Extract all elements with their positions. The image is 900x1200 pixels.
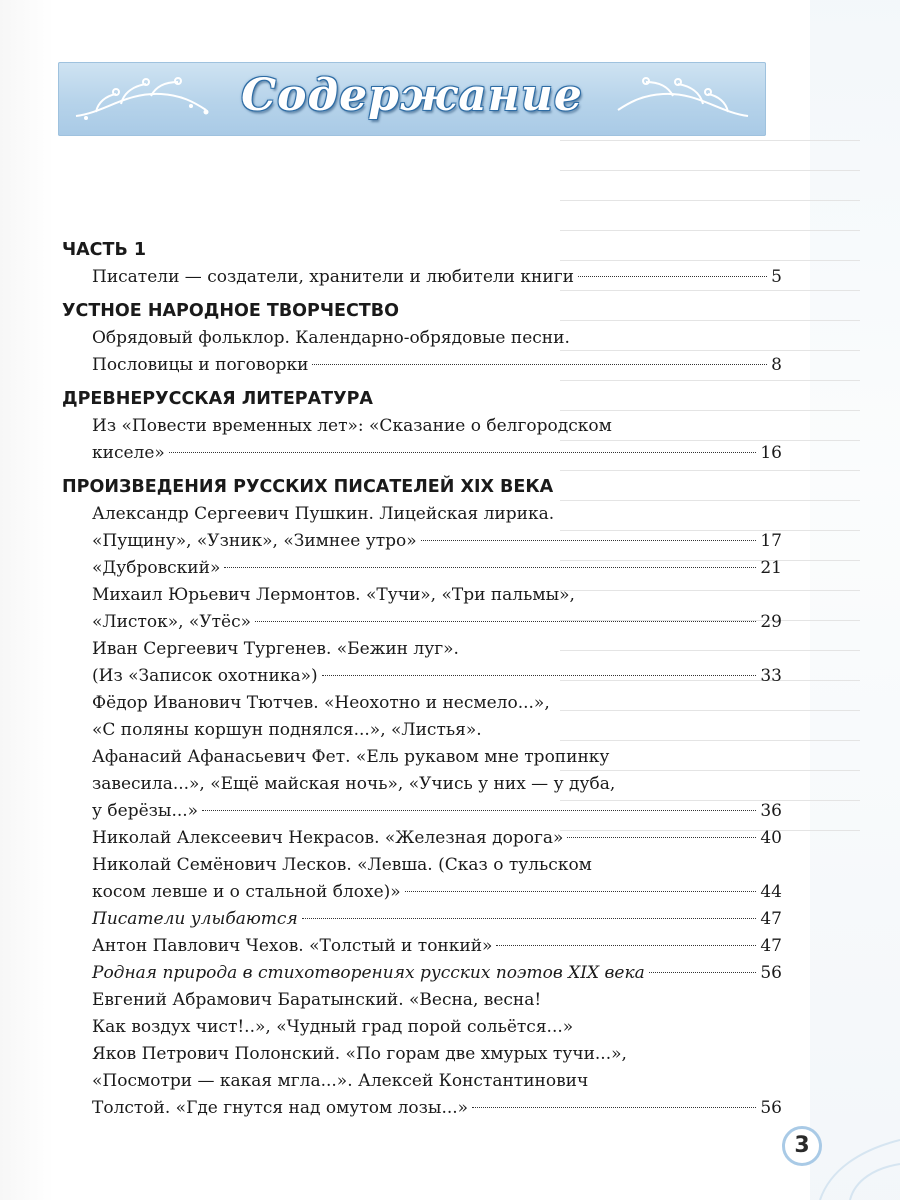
dot-leader — [302, 918, 757, 919]
dot-leader — [421, 540, 757, 541]
section-heading: ПРОИЗВЕДЕНИЯ РУССКИХ ПИСАТЕЛЕЙ XIX ВЕКА — [62, 477, 554, 497]
toc-page-number: 47 — [760, 936, 782, 956]
dot-leader — [312, 364, 767, 365]
dot-leader — [322, 675, 757, 676]
dot-leader — [649, 972, 757, 973]
toc-entry-line: Иван Сергеевич Тургенев. «Бежин луг». — [92, 639, 459, 659]
table-of-contents — [62, 230, 782, 1122]
toc-entry[interactable] — [62, 933, 782, 960]
toc-entry[interactable] — [62, 413, 782, 467]
toc-entry-title: косом левше и о стальной блохе)» — [92, 882, 401, 902]
contents-banner — [58, 62, 766, 136]
toc-entry-title: «Пущину», «Узник», «Зимнее утро» — [92, 531, 417, 551]
toc-entry[interactable] — [62, 264, 782, 291]
toc-entry[interactable] — [62, 960, 782, 987]
dot-leader — [405, 891, 757, 892]
toc-entry-title: Николай Алексеевич Некрасов. «Железная дорога» — [92, 828, 564, 848]
toc-entry-title: Родная природа в стихотворениях русских поэтов XIX века — [92, 963, 645, 983]
toc-entry-line: Как воздух чист!..», «Чудный град порой сольётся...» — [92, 1017, 574, 1037]
toc-entry-title: киселе» — [92, 443, 165, 463]
dot-leader — [567, 837, 756, 838]
toc-entry-line: «С поляны коршун поднялся...», «Листья». — [92, 720, 482, 740]
dot-leader — [578, 276, 767, 277]
dot-leader — [224, 567, 756, 568]
toc-entry[interactable] — [62, 852, 782, 906]
toc-page-number: 29 — [760, 612, 782, 632]
toc-page-number: 56 — [760, 1098, 782, 1118]
toc-page-number: 16 — [760, 443, 782, 463]
toc-entry-title: Писатели улыбаются — [92, 909, 298, 929]
toc-page-number: 17 — [760, 531, 782, 551]
toc-entry-line: «Посмотри — какая мгла...». Алексей Константинович — [92, 1071, 589, 1091]
toc-entry-line: Яков Петрович Полонский. «По горам две хмурых тучи...», — [92, 1044, 627, 1064]
page-title: Содержание — [241, 70, 583, 121]
toc-page-number: 44 — [760, 882, 782, 902]
toc-entry[interactable] — [62, 325, 782, 379]
toc-entry-title: Толстой. «Где гнутся над омутом лозы...» — [92, 1098, 469, 1118]
toc-entry-title: Пословицы и поговорки — [92, 355, 309, 375]
toc-page-number: 36 — [760, 801, 782, 821]
toc-page-number: 8 — [771, 355, 782, 375]
toc-entry[interactable] — [62, 636, 782, 690]
toc-entry-line: Фёдор Иванович Тютчев. «Неохотно и несмело...», — [92, 693, 550, 713]
toc-entry-line: Михаил Юрьевич Лермонтов. «Тучи», «Три пальмы», — [92, 585, 575, 605]
toc-entry-title: Антон Павлович Чехов. «Толстый и тонкий» — [92, 936, 493, 956]
dot-leader — [496, 945, 756, 946]
toc-entry-line: Евгений Абрамович Баратынский. «Весна, весна! — [92, 990, 542, 1010]
toc-entry-title: (Из «Записок охотника») — [92, 666, 318, 686]
toc-page-number: 5 — [771, 267, 782, 287]
toc-entry[interactable] — [62, 987, 782, 1122]
toc-entry[interactable] — [62, 906, 782, 933]
toc-entry-title: «Дубровский» — [92, 558, 221, 578]
ornament-right-icon — [608, 72, 758, 126]
toc-page-number: 40 — [760, 828, 782, 848]
section-heading: УСТНОЕ НАРОДНОЕ ТВОРЧЕСТВО — [62, 301, 399, 321]
dot-leader — [202, 810, 756, 811]
toc-entry-line: Николай Семёнович Лесков. «Левша. (Сказ о тульском — [92, 855, 592, 875]
toc-entry-title: Писатели — создатели, хранители и любители книги — [92, 267, 574, 287]
toc-entry[interactable] — [62, 582, 782, 636]
page-number: 3 — [782, 1126, 822, 1166]
toc-page-number: 47 — [760, 909, 782, 929]
toc-entry[interactable] — [62, 690, 782, 825]
toc-entry-line: Из «Повести временных лет»: «Сказание о белгородском — [92, 416, 612, 436]
toc-page-number: 33 — [760, 666, 782, 686]
toc-page-number: 21 — [760, 558, 782, 578]
dot-leader — [255, 621, 756, 622]
toc-entry-line: Александр Сергеевич Пушкин. Лицейская лирика. — [92, 504, 555, 524]
toc-entry-title: у берёзы...» — [92, 801, 199, 821]
toc-entry[interactable] — [62, 825, 782, 852]
dot-leader — [169, 452, 757, 453]
toc-entry-line: Обрядовый фольклор. Календарно-обрядовые песни. — [92, 328, 570, 348]
dot-leader — [472, 1107, 756, 1108]
toc-entry[interactable] — [62, 501, 782, 555]
toc-entry-line: завесила...», «Ещё майская ночь», «Учись у них — у дуба, — [92, 774, 616, 794]
toc-entry[interactable] — [62, 555, 782, 582]
section-heading: ЧАСТЬ 1 — [62, 240, 147, 260]
section-heading: ДРЕВНЕРУССКАЯ ЛИТЕРАТУРА — [62, 389, 373, 409]
toc-entry-title: «Листок», «Утёс» — [92, 612, 251, 632]
toc-page-number: 56 — [760, 963, 782, 983]
toc-entry-line: Афанасий Афанасьевич Фет. «Ель рукавом мне тропинку — [92, 747, 610, 767]
